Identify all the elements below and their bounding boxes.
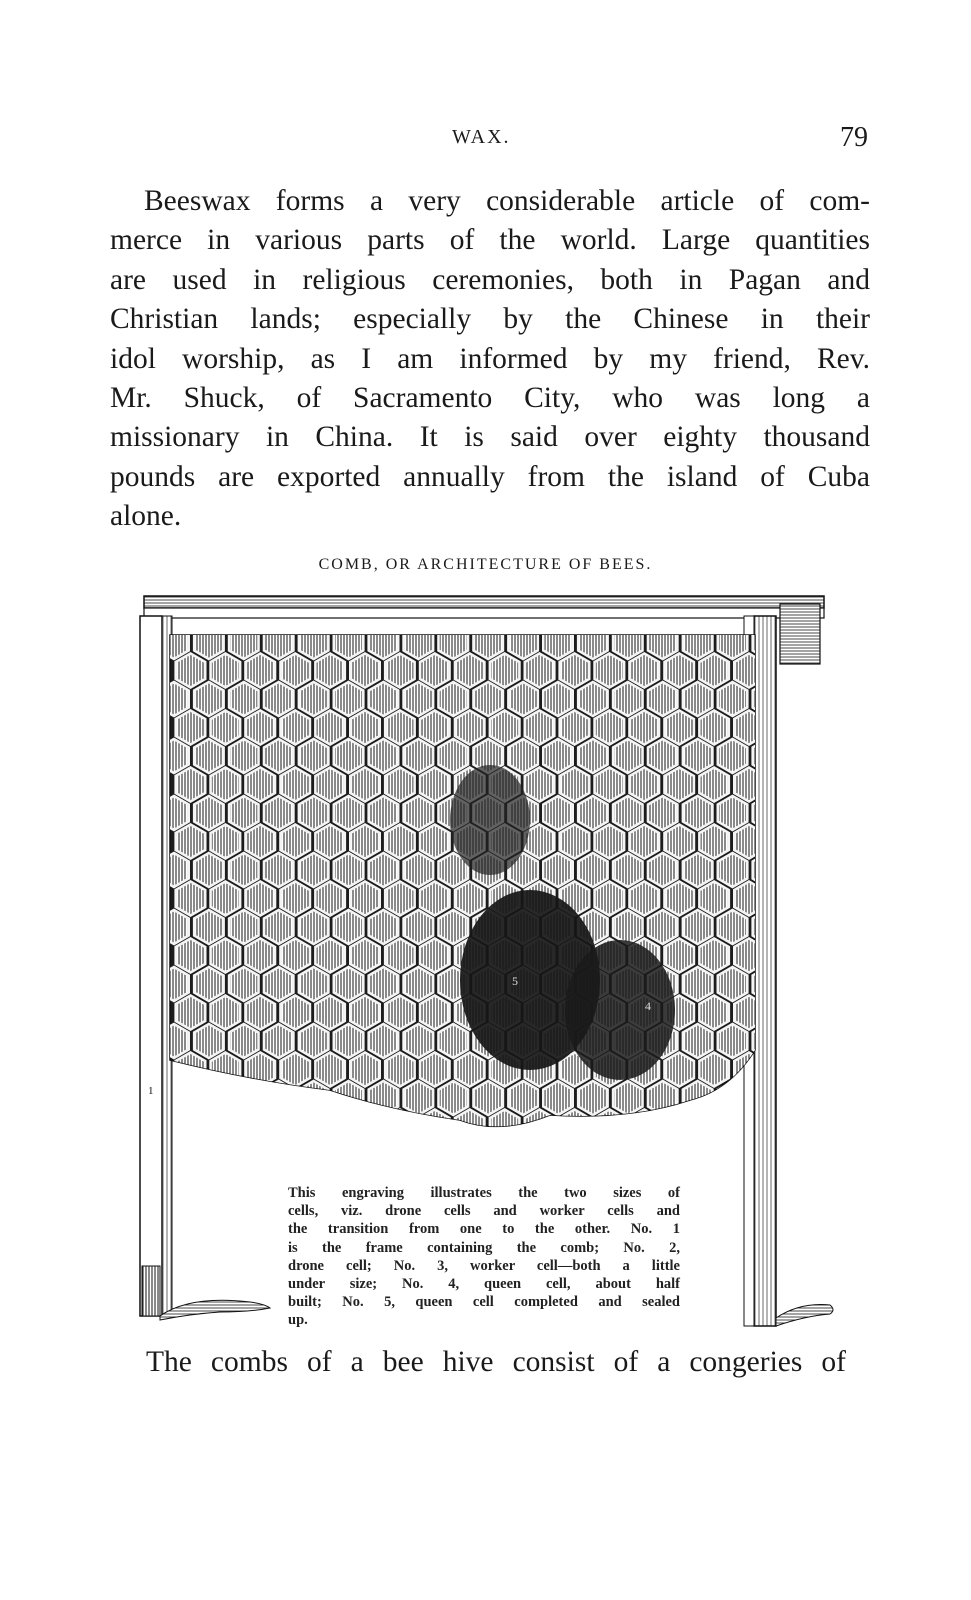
comb-cell (455, 1110, 484, 1144)
comb-cell (315, 939, 344, 973)
comb-cell (385, 1110, 414, 1144)
cell-label-4: 4 (645, 999, 651, 1013)
comb-cell (699, 768, 728, 802)
comb-cell (350, 1110, 379, 1144)
comb-cell (211, 654, 241, 688)
comb-cell (508, 682, 537, 716)
comb-cell (560, 711, 590, 745)
comb-cell (420, 825, 449, 859)
comb-cell (630, 768, 660, 802)
comb-cell (543, 739, 572, 773)
comb-cell (699, 1053, 728, 1087)
comb-cell (229, 910, 258, 944)
comb-cell (385, 996, 414, 1030)
paragraph-line: Mr. Shuck, of Sacramento City, who was long a (110, 382, 870, 415)
running-head (0, 122, 971, 156)
comb-cell (665, 1110, 694, 1144)
comb-cell (229, 625, 258, 659)
comb-cell (578, 625, 607, 659)
comb-cell (404, 682, 434, 716)
page-number: 79 (840, 122, 868, 153)
comb-cell (194, 739, 223, 773)
comb-cell (613, 910, 642, 944)
paragraph-line: merce in various parts of the world. Large quantities (110, 224, 870, 257)
comb-cell (439, 739, 469, 773)
comb-cell (543, 682, 572, 716)
comb-cell (560, 1110, 590, 1144)
comb-cell (369, 682, 399, 716)
comb-cell (385, 711, 414, 745)
paragraph-line: idol worship, as I am informed by my friend, Rev. (110, 342, 870, 375)
comb-cell (369, 625, 399, 659)
comb-cell (404, 739, 434, 773)
comb-cell (369, 853, 399, 887)
comb-cell (665, 768, 694, 802)
comb-cell (334, 1024, 364, 1058)
comb-cell (211, 1110, 241, 1144)
comb-cell (369, 910, 399, 944)
comb-cell (194, 682, 223, 716)
comb-cell (665, 654, 694, 688)
comb-cell (299, 739, 329, 773)
comb-cell (404, 1024, 434, 1058)
comb-cell (315, 1053, 344, 1087)
comb-cell (683, 910, 713, 944)
comb-cell (683, 625, 713, 659)
comb-cell (385, 1053, 414, 1087)
comb-cell (630, 882, 660, 916)
comb-cell (439, 682, 469, 716)
comb-cell (718, 853, 748, 887)
comb-cell (299, 1081, 329, 1115)
comb-cell (699, 996, 728, 1030)
comb-cell (315, 1110, 344, 1144)
comb-cell (683, 853, 713, 887)
paragraph-line: alone. (110, 500, 182, 533)
comb-cell (543, 625, 572, 659)
comb-cell (281, 711, 310, 745)
comb-cell (299, 967, 329, 1001)
comb-cell (578, 1081, 607, 1115)
comb-cell (176, 996, 206, 1030)
comb-cell (474, 625, 503, 659)
comb-cell (683, 1024, 713, 1058)
comb-cell (525, 768, 555, 802)
comb-cell (246, 654, 276, 688)
comb-cell (299, 682, 329, 716)
cell-label-5: 5 (512, 974, 518, 988)
comb-cell (176, 711, 206, 745)
comb-cell (543, 853, 572, 887)
comb-cell (578, 853, 607, 887)
comb-cell (176, 654, 206, 688)
comb-cell (648, 682, 677, 716)
comb-cell (229, 853, 258, 887)
comb-cell (194, 910, 223, 944)
comb-cell (246, 768, 276, 802)
comb-cell (246, 1110, 276, 1144)
comb-cell (613, 682, 642, 716)
comb-cell (595, 654, 625, 688)
comb-cell (560, 654, 590, 688)
comb-cell (350, 939, 379, 973)
comb-cell (525, 711, 555, 745)
comb-cell (350, 654, 379, 688)
comb-cell (350, 996, 379, 1030)
comb-cell (718, 739, 748, 773)
comb-cell (229, 967, 258, 1001)
comb-cell (718, 967, 748, 1001)
comb-cell (299, 625, 329, 659)
comb-cell (404, 853, 434, 887)
comb-cell (404, 796, 434, 830)
figure-title: COMB, OR ARCHITECTURE OF BEES. (318, 556, 653, 573)
comb-cell (578, 739, 607, 773)
drone-cell-area (450, 765, 530, 875)
comb-cell (369, 1024, 399, 1058)
comb-cell (404, 910, 434, 944)
comb-cell (474, 1081, 503, 1115)
comb-cell (578, 796, 607, 830)
comb-cell (334, 853, 364, 887)
engraving-note (288, 1184, 680, 1330)
comb-cell (385, 825, 414, 859)
comb-cell (369, 796, 399, 830)
comb-cell (595, 882, 625, 916)
comb-cell (474, 682, 503, 716)
comb-cell (264, 853, 293, 887)
comb-cell (420, 996, 449, 1030)
comb-cell (595, 768, 625, 802)
comb-cell (718, 796, 748, 830)
comb-cell (229, 1024, 258, 1058)
comb-cell (246, 882, 276, 916)
comb-cell (211, 768, 241, 802)
comb-cell (455, 711, 484, 745)
paragraph-line: missionary in China. It is said over eighty thousand (110, 421, 870, 454)
comb-cell (194, 1081, 223, 1115)
comb-cell (613, 853, 642, 887)
comb-cell (420, 654, 449, 688)
comb-cell (543, 1081, 572, 1115)
comb-cell (718, 625, 748, 659)
comb-cell (229, 796, 258, 830)
comb-cell (281, 654, 310, 688)
comb-cell (350, 1053, 379, 1087)
comb-cell (508, 625, 537, 659)
comb-cell (699, 825, 728, 859)
comb-cell (299, 853, 329, 887)
comb-cell (699, 939, 728, 973)
comb-cell (630, 825, 660, 859)
comb-cell (439, 910, 469, 944)
paragraph-line: are used in religious ceremonies, both in Pagan and (110, 263, 870, 296)
comb-cell (683, 682, 713, 716)
comb-cell (439, 625, 469, 659)
comb-cell (455, 882, 484, 916)
comb-cell (315, 825, 344, 859)
comb-cell (176, 939, 206, 973)
engraving-note-line: This engraving illustrates the two sizes of (288, 1185, 680, 1201)
paragraph-line: Christian lands; especially by the Chinese in their (110, 303, 870, 336)
comb-cell (665, 711, 694, 745)
comb-cell (264, 682, 293, 716)
comb-cell (404, 967, 434, 1001)
comb-cell (420, 711, 449, 745)
comb-cell (211, 996, 241, 1030)
comb-cell (176, 1110, 206, 1144)
comb-cell (718, 1024, 748, 1058)
comb-cell (246, 711, 276, 745)
comb-cell (246, 939, 276, 973)
comb-cell (334, 682, 364, 716)
comb-cell (299, 796, 329, 830)
comb-cell (404, 1081, 434, 1115)
comb-cell (299, 1024, 329, 1058)
comb-cell (194, 625, 223, 659)
comb-cell (648, 910, 677, 944)
comb-cell (508, 1081, 537, 1115)
comb-cell (613, 739, 642, 773)
running-title: WAX. (452, 126, 511, 148)
paragraph (110, 182, 870, 537)
comb-cell (385, 939, 414, 973)
comb-cell (699, 654, 728, 688)
comb-cell (560, 825, 590, 859)
comb-cell (369, 1081, 399, 1115)
comb-cell (490, 654, 520, 688)
comb-cell (281, 1110, 310, 1144)
engraving-note-line: cells, viz. drone cells and worker cells and (288, 1203, 680, 1220)
continuation-line: The combs of a bee hive consist of a congeries of (146, 1346, 846, 1378)
comb-cell (334, 739, 364, 773)
comb-cell (648, 625, 677, 659)
comb-cell (315, 996, 344, 1030)
comb-cell (525, 654, 555, 688)
comb-cell (315, 654, 344, 688)
comb-cell (176, 882, 206, 916)
comb-cell (281, 825, 310, 859)
comb-cell (385, 654, 414, 688)
comb-cell (613, 625, 642, 659)
paragraph-line: Beeswax forms a very considerable article of com- (144, 185, 870, 217)
comb-cell (613, 796, 642, 830)
comb-cell (350, 711, 379, 745)
comb-cell (281, 939, 310, 973)
comb-cell (194, 967, 223, 1001)
comb-cell (718, 682, 748, 716)
comb-cell (334, 796, 364, 830)
queen-cell-building (565, 940, 675, 1080)
comb-cell (404, 625, 434, 659)
comb-cell (350, 825, 379, 859)
comb-cell (246, 825, 276, 859)
comb-cell (648, 853, 677, 887)
comb-cell (334, 1081, 364, 1115)
comb-cell (264, 1024, 293, 1058)
comb-cell (613, 1081, 642, 1115)
comb-cell (665, 882, 694, 916)
comb-cell (439, 1081, 469, 1115)
comb-cell (455, 1053, 484, 1087)
comb-cell (211, 939, 241, 973)
comb-cell (665, 825, 694, 859)
comb-cell (281, 996, 310, 1030)
comb-cell (560, 768, 590, 802)
comb-cell (281, 1053, 310, 1087)
comb-cell (176, 1053, 206, 1087)
comb-cell (229, 682, 258, 716)
comb-cell (439, 1024, 469, 1058)
comb-cell (334, 910, 364, 944)
engraving-note-line: the transition from one to the other. No. 1 (288, 1221, 680, 1238)
comb-cell (648, 739, 677, 773)
comb-cell (455, 654, 484, 688)
comb-cell (350, 882, 379, 916)
comb-cell (420, 768, 449, 802)
comb-cell (176, 768, 206, 802)
comb-cell (264, 967, 293, 1001)
comb-cell (369, 739, 399, 773)
comb-cell (194, 796, 223, 830)
comb-cell (211, 711, 241, 745)
comb-cell (630, 654, 660, 688)
comb-cell (699, 711, 728, 745)
comb-cell (543, 796, 572, 830)
comb-cell (211, 882, 241, 916)
comb-cell (718, 910, 748, 944)
comb-cell (194, 853, 223, 887)
comb-cell (315, 768, 344, 802)
cell-label-1: 1 (148, 1085, 154, 1097)
paragraph-line: pounds are exported annually from the island of Cuba (110, 460, 870, 493)
comb-cell (508, 739, 537, 773)
comb-cell (350, 768, 379, 802)
comb-cell (665, 939, 694, 973)
comb-cell (369, 967, 399, 1001)
comb-cell (299, 910, 329, 944)
comb-cell (315, 882, 344, 916)
engraving-note-line: drone cell; No. 3, worker cell—both a little (288, 1257, 680, 1274)
comb-cell (595, 825, 625, 859)
comb-cell (420, 1053, 449, 1087)
comb-cell (525, 1110, 555, 1144)
comb-cell (264, 796, 293, 830)
comb-cell (665, 1053, 694, 1087)
comb-cell (578, 682, 607, 716)
comb-cell (385, 768, 414, 802)
comb-cell (595, 711, 625, 745)
comb-cell (264, 910, 293, 944)
comb-cell (229, 1081, 258, 1115)
frame-right-post (744, 616, 833, 1326)
comb-cell (229, 739, 258, 773)
comb-cell (194, 1024, 223, 1058)
comb-cell (264, 739, 293, 773)
comb-cell (334, 967, 364, 1001)
comb-cell (385, 882, 414, 916)
engraving-note-line: built; No. 5, queen cell completed and sealed (288, 1294, 680, 1311)
comb-cell (281, 882, 310, 916)
comb-cell (420, 939, 449, 973)
engraving-note-line: up. (288, 1312, 308, 1329)
comb-cell (490, 711, 520, 745)
comb-cell (683, 739, 713, 773)
comb-cell (211, 825, 241, 859)
comb-cell (699, 882, 728, 916)
comb-cell (630, 711, 660, 745)
comb-cell (683, 796, 713, 830)
comb-cell (699, 1110, 728, 1144)
comb-cell (315, 711, 344, 745)
comb-cell (176, 825, 206, 859)
comb-cell (683, 967, 713, 1001)
comb-cell (420, 882, 449, 916)
comb-cell (648, 796, 677, 830)
comb-cell (630, 1110, 660, 1144)
engraving-note-line: under size; No. 4, queen cell, about half (288, 1276, 680, 1293)
comb-cell (334, 625, 364, 659)
comb-cell (211, 1053, 241, 1087)
comb-cell (281, 768, 310, 802)
engraving-note-line: is the frame containing the comb; No. 2, (288, 1239, 680, 1256)
comb-cell (264, 625, 293, 659)
comb-cell (264, 1081, 293, 1115)
comb-cell (246, 996, 276, 1030)
